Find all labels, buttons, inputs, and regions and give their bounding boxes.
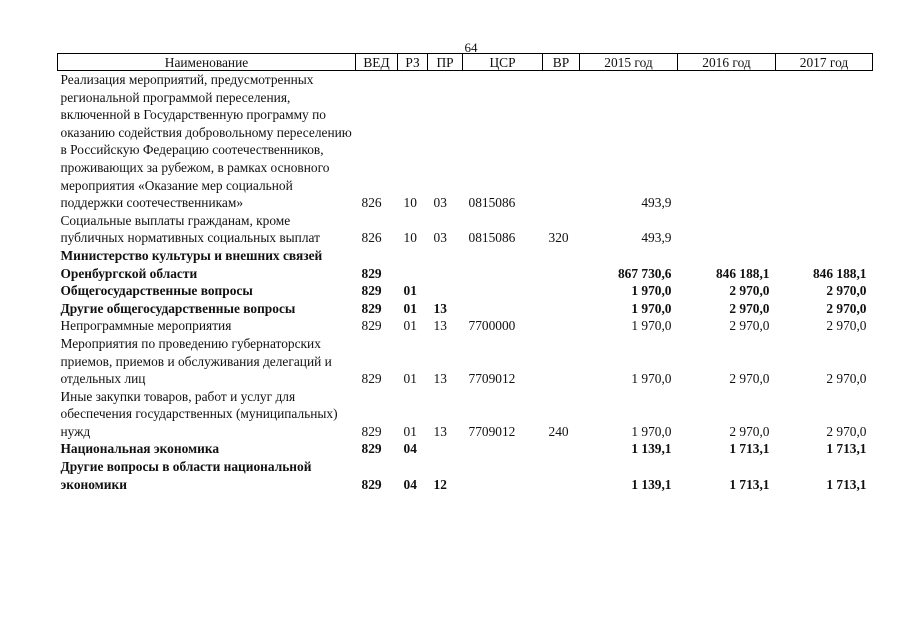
table-row bbox=[58, 440, 873, 458]
cell-vr bbox=[543, 247, 580, 282]
cell-name: Другие вопросы в области национальной экономики bbox=[60, 459, 312, 492]
header-pr: ПР bbox=[428, 54, 463, 71]
cell-y2016: 2 970,0 bbox=[729, 423, 770, 439]
cell-name: Национальная экономика bbox=[60, 441, 220, 457]
cell-y2016 bbox=[678, 212, 776, 247]
header-2017: 2017 год bbox=[776, 54, 873, 71]
cell-y2016: 2 970,0 bbox=[729, 371, 770, 387]
cell-csr: 0815086 bbox=[468, 230, 516, 246]
table-row bbox=[58, 282, 873, 300]
cell-vr bbox=[543, 458, 580, 493]
cell-pr bbox=[428, 247, 463, 282]
cell-y2015: 1 970,0 bbox=[631, 318, 672, 334]
cell-vr: 240 bbox=[548, 423, 569, 439]
cell-name: Реализация мероприятий, предусмотренных региональной программой переселения, включенной в Государственную программу по оказанию содействия добровольному переселению в Российскую Федерацию соотечественников, проживающих за рубежом, в рамках основного мероприятия «Оказание мер социальной поддержки соотечественникам» bbox=[60, 72, 352, 211]
cell-name: Общегосударственные вопросы bbox=[60, 283, 253, 299]
budget-table bbox=[57, 53, 873, 493]
cell-name: Непрограммные мероприятия bbox=[60, 318, 232, 334]
cell-csr bbox=[463, 247, 543, 282]
cell-ved: 829 bbox=[361, 441, 382, 457]
cell-pr bbox=[428, 440, 463, 458]
cell-y2017: 1 713,1 bbox=[826, 441, 867, 457]
cell-ved: 829 bbox=[361, 283, 382, 299]
cell-csr bbox=[463, 440, 543, 458]
table-body bbox=[58, 71, 873, 494]
cell-y2015: 1 970,0 bbox=[631, 283, 672, 299]
cell-vr bbox=[543, 440, 580, 458]
table-row bbox=[58, 212, 873, 247]
cell-y2017: 2 970,0 bbox=[826, 371, 867, 387]
cell-name: Министерство культуры и внешних связей Оренбургской области bbox=[60, 247, 323, 281]
cell-pr: 12 bbox=[433, 476, 447, 492]
cell-y2015: 867 730,6 bbox=[617, 265, 672, 281]
cell-ved: 829 bbox=[361, 300, 382, 316]
cell-pr bbox=[428, 282, 463, 300]
cell-rz: 10 bbox=[403, 195, 417, 211]
cell-ved: 829 bbox=[361, 371, 382, 387]
header-ved: ВЕД bbox=[356, 54, 398, 71]
header-csr: ЦСР bbox=[463, 54, 543, 71]
cell-csr bbox=[463, 282, 543, 300]
cell-y2016: 1 713,1 bbox=[729, 476, 770, 492]
cell-pr: 03 bbox=[433, 230, 447, 246]
cell-csr: 7700000 bbox=[468, 318, 516, 334]
cell-rz: 10 bbox=[403, 230, 417, 246]
table-row bbox=[58, 458, 873, 493]
cell-y2015: 1 139,1 bbox=[631, 476, 672, 492]
cell-ved: 826 bbox=[361, 230, 382, 246]
cell-vr bbox=[543, 335, 580, 388]
cell-csr: 7709012 bbox=[468, 423, 516, 439]
header-2015: 2015 год bbox=[580, 54, 678, 71]
cell-y2017: 2 970,0 bbox=[826, 423, 867, 439]
cell-ved: 829 bbox=[361, 423, 382, 439]
cell-y2015: 1 970,0 bbox=[631, 423, 672, 439]
cell-y2016: 2 970,0 bbox=[729, 283, 770, 299]
cell-y2015: 1 970,0 bbox=[631, 371, 672, 387]
cell-y2017 bbox=[776, 212, 873, 247]
cell-y2016: 1 713,1 bbox=[729, 441, 770, 457]
cell-name: Другие общегосударственные вопросы bbox=[60, 300, 296, 316]
cell-y2016: 2 970,0 bbox=[729, 300, 770, 316]
cell-ved: 826 bbox=[361, 195, 382, 211]
cell-vr bbox=[543, 282, 580, 300]
cell-rz: 01 bbox=[403, 371, 417, 387]
cell-pr: 13 bbox=[433, 423, 447, 439]
table-header bbox=[58, 54, 873, 71]
cell-y2016: 2 970,0 bbox=[729, 318, 770, 334]
cell-y2016: 846 188,1 bbox=[715, 265, 770, 281]
cell-pr: 13 bbox=[433, 318, 447, 334]
table-row bbox=[58, 388, 873, 441]
cell-y2017: 2 970,0 bbox=[826, 300, 867, 316]
header-2016: 2016 год bbox=[678, 54, 776, 71]
cell-y2015: 493,9 bbox=[641, 195, 672, 211]
cell-vr bbox=[543, 317, 580, 335]
cell-rz bbox=[398, 247, 428, 282]
cell-rz: 04 bbox=[403, 476, 417, 492]
table-row bbox=[58, 317, 873, 335]
cell-name: Иные закупки товаров, работ и услуг для обеспечения государственных (муниципальных) нужд bbox=[60, 388, 338, 439]
cell-rz: 04 bbox=[403, 441, 417, 457]
cell-ved: 829 bbox=[361, 476, 382, 492]
header-name: Наименование bbox=[58, 54, 356, 71]
table-row bbox=[58, 71, 873, 212]
cell-rz: 01 bbox=[403, 283, 417, 299]
cell-ved: 829 bbox=[361, 318, 382, 334]
cell-name: Социальные выплаты гражданам, кроме публичных нормативных социальных выплат bbox=[60, 212, 320, 246]
cell-y2015: 1 139,1 bbox=[631, 441, 672, 457]
cell-pr: 13 bbox=[433, 300, 447, 316]
cell-csr bbox=[463, 300, 543, 318]
table-row bbox=[58, 247, 873, 282]
page-number: 64 bbox=[464, 40, 478, 55]
cell-y2017: 2 970,0 bbox=[826, 318, 867, 334]
cell-y2015: 493,9 bbox=[641, 230, 672, 246]
cell-ved: 829 bbox=[361, 265, 382, 281]
cell-vr bbox=[543, 300, 580, 318]
cell-pr: 03 bbox=[433, 195, 447, 211]
cell-pr: 13 bbox=[433, 371, 447, 387]
cell-csr bbox=[463, 458, 543, 493]
cell-csr: 0815086 bbox=[468, 195, 516, 211]
cell-y2016 bbox=[678, 71, 776, 212]
cell-y2017: 1 713,1 bbox=[826, 476, 867, 492]
table-row bbox=[58, 300, 873, 318]
cell-y2017: 2 970,0 bbox=[826, 283, 867, 299]
cell-y2015: 1 970,0 bbox=[631, 300, 672, 316]
cell-rz: 01 bbox=[403, 300, 417, 316]
cell-y2017: 846 188,1 bbox=[812, 265, 867, 281]
cell-vr bbox=[543, 71, 580, 212]
table-row bbox=[58, 335, 873, 388]
cell-name: Мероприятия по проведению губернаторских приемов, приемов и обслуживания делегаций и отдельных лиц bbox=[60, 335, 332, 387]
cell-rz: 01 bbox=[403, 318, 417, 334]
cell-y2017 bbox=[776, 71, 873, 212]
cell-csr: 7709012 bbox=[468, 371, 516, 387]
header-rz: РЗ bbox=[398, 54, 428, 71]
cell-rz: 01 bbox=[403, 423, 417, 439]
cell-vr: 320 bbox=[548, 230, 569, 246]
header-vr: ВР bbox=[543, 54, 580, 71]
